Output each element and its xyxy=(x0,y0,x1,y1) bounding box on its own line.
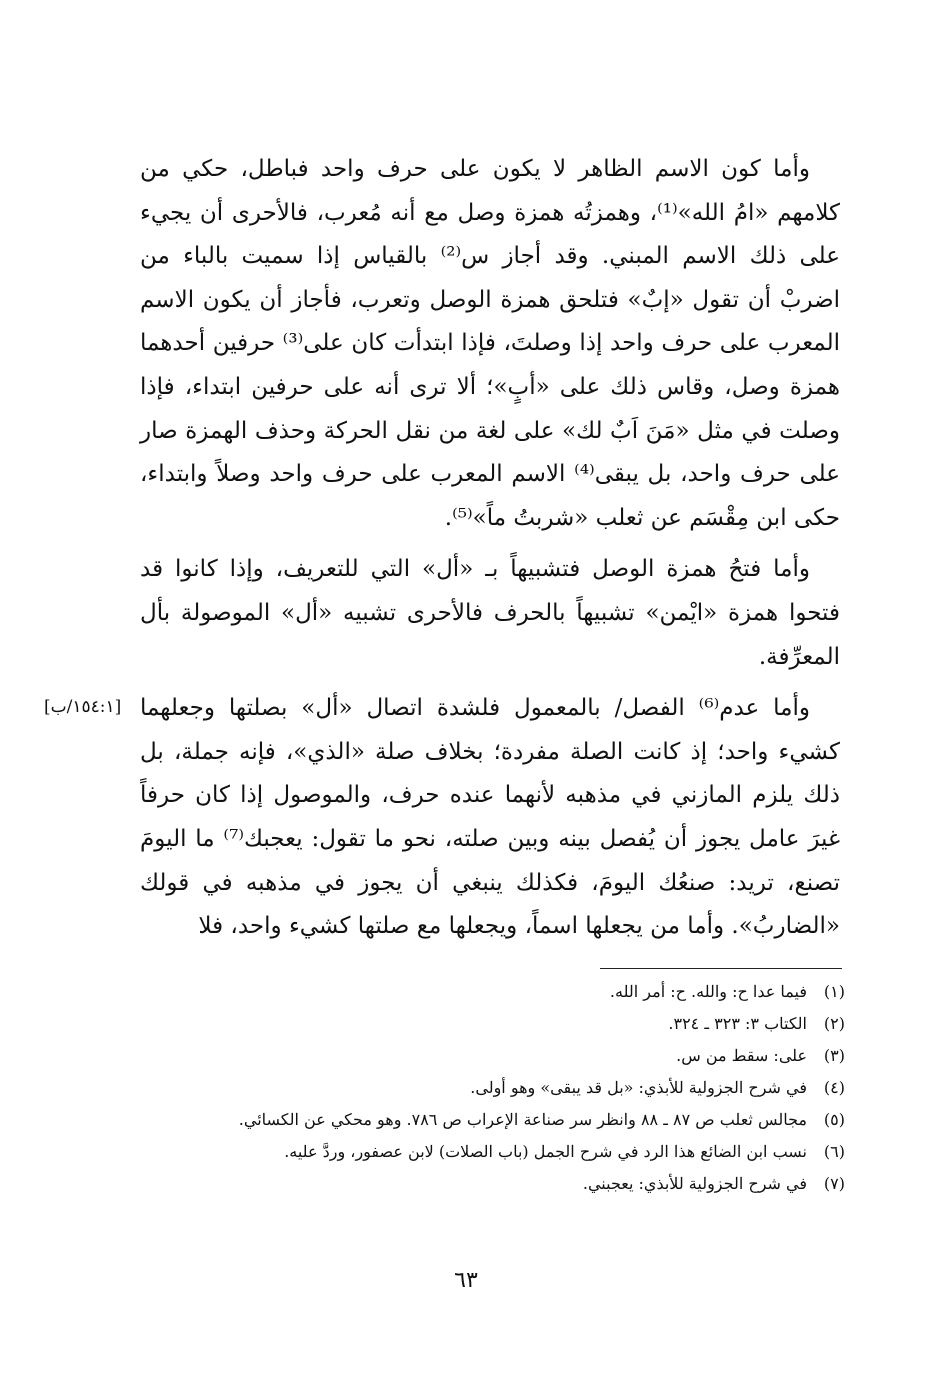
footnote-text: على: سقط من س. xyxy=(676,1046,807,1065)
footnote xyxy=(140,1072,845,1104)
paragraph: وأما كون الاسم الظاهر لا يكون على حرف واحد فباطل، حكي من كلامهم «امُ الله»⁽¹⁾، وهمزتُه همزة وصل مع أنه مُعرب، فالأحرى أن يجيء على ذلك الاسم المبني. وقد أجاز س⁽²⁾ بالقياس إذا سميت بالباء من اضربْ أن تقول «إبٌ» فتلحق همزة الوصل وتعرب، فأجاز أن يكون الاسم المعرب على حرف واحد إذا وصلتَ، فإذا ابتدأت كان على⁽³⁾ حرفين أحدهما همزة وصل، وقاس ذلك على «أبٍ»؛ ألا ترى أنه على حرفين ابتداء، فإذا وصلت في مثل «مَنَ اَبٌ لك» على لغة من نقل الحركة وحذف الهمزة صار على حرف واحد، بل يبقى⁽⁴⁾ الاسم المعرب على حرف واحد وصلاً وابتداء، حكى ابن مِقْسَم عن ثعلب «شربتُ ماً»⁽⁵⁾. xyxy=(140,156,840,531)
main-text xyxy=(140,148,840,949)
paragraph: وأما فتحُ همزة الوصل فتشبيهاً بـ «أل» التي للتعريف، وإذا كانوا قد فتحوا همزة «ايْمن» تشبيهاً بالحرف فالأحرى تشبيه «أل» الموصولة بأل المعرِّفة. xyxy=(140,556,840,670)
page-number: ٦٣ xyxy=(454,1268,478,1293)
footnote xyxy=(140,1136,845,1168)
footnote-number: (١) xyxy=(823,982,845,1001)
footnote-number: (٦) xyxy=(823,1142,845,1161)
footnotes xyxy=(140,976,845,1200)
footnote-text: فيما عدا ح: والله. ح: أمر الله. xyxy=(609,982,807,1001)
footnote xyxy=(140,1168,845,1200)
footnote-number: (٧) xyxy=(823,1174,845,1193)
footnote xyxy=(140,1104,845,1136)
footnote xyxy=(140,1040,845,1072)
footnote-separator xyxy=(600,968,842,969)
footnote-text: الكتاب ٣: ٣٢٣ ـ ٣٢٤. xyxy=(668,1014,807,1033)
footnote-number: (٢) xyxy=(823,1014,845,1033)
paragraph: وأما عدم⁽⁶⁾ الفصل/ بالمعمول فلشدة اتصال «أل» بصلتها وجعلهما كشيء واحد؛ إذ كانت الصلة مفردة؛ بخلاف صلة «الذي»، فإنه جملة، بل ذلك يلزم المازني في مذهبه لأنهما عنده حرف، والموصول إذا كان حرفاً غيرَ عامل يجوز أن يُفصل بينه وبين صلته، نحو ما تقول: يعجبك⁽⁷⁾ ما اليومَ تصنع، تريد: صنعُك اليومَ، فكذلك ينبغي أن يجوز في مذهبه في قولك «الضاربُ». وأما من يجعلها اسماً، ويجعلها مع صلتها كشيء واحد، فلا xyxy=(140,695,841,940)
footnote-number: (٥) xyxy=(823,1110,845,1129)
footnote-number: (٣) xyxy=(823,1046,845,1065)
footnote-text: مجالس ثعلب ص ٨٧ ـ ٨٨ وانظر سر صناعة الإعراب ص ٧٨٦. وهو محكي عن الكسائي. xyxy=(238,1110,807,1129)
footnote-text: في شرح الجزولية للأبذي: «بل قد يبقى» وهو أولى. xyxy=(470,1078,807,1097)
footnote xyxy=(140,976,845,1008)
footnote xyxy=(140,1008,845,1040)
footnote-text: في شرح الجزولية للأبذي: يعجبني. xyxy=(582,1174,807,1193)
footnote-text: نسب ابن الضائع هذا الرد في شرح الجمل (باب الصلات) لابن عصفور، وردَّ عليه. xyxy=(284,1142,807,1161)
footnote-number: (٤) xyxy=(823,1078,845,1097)
manuscript-folio-marker: [١٥٤:١/ب] xyxy=(44,697,122,717)
